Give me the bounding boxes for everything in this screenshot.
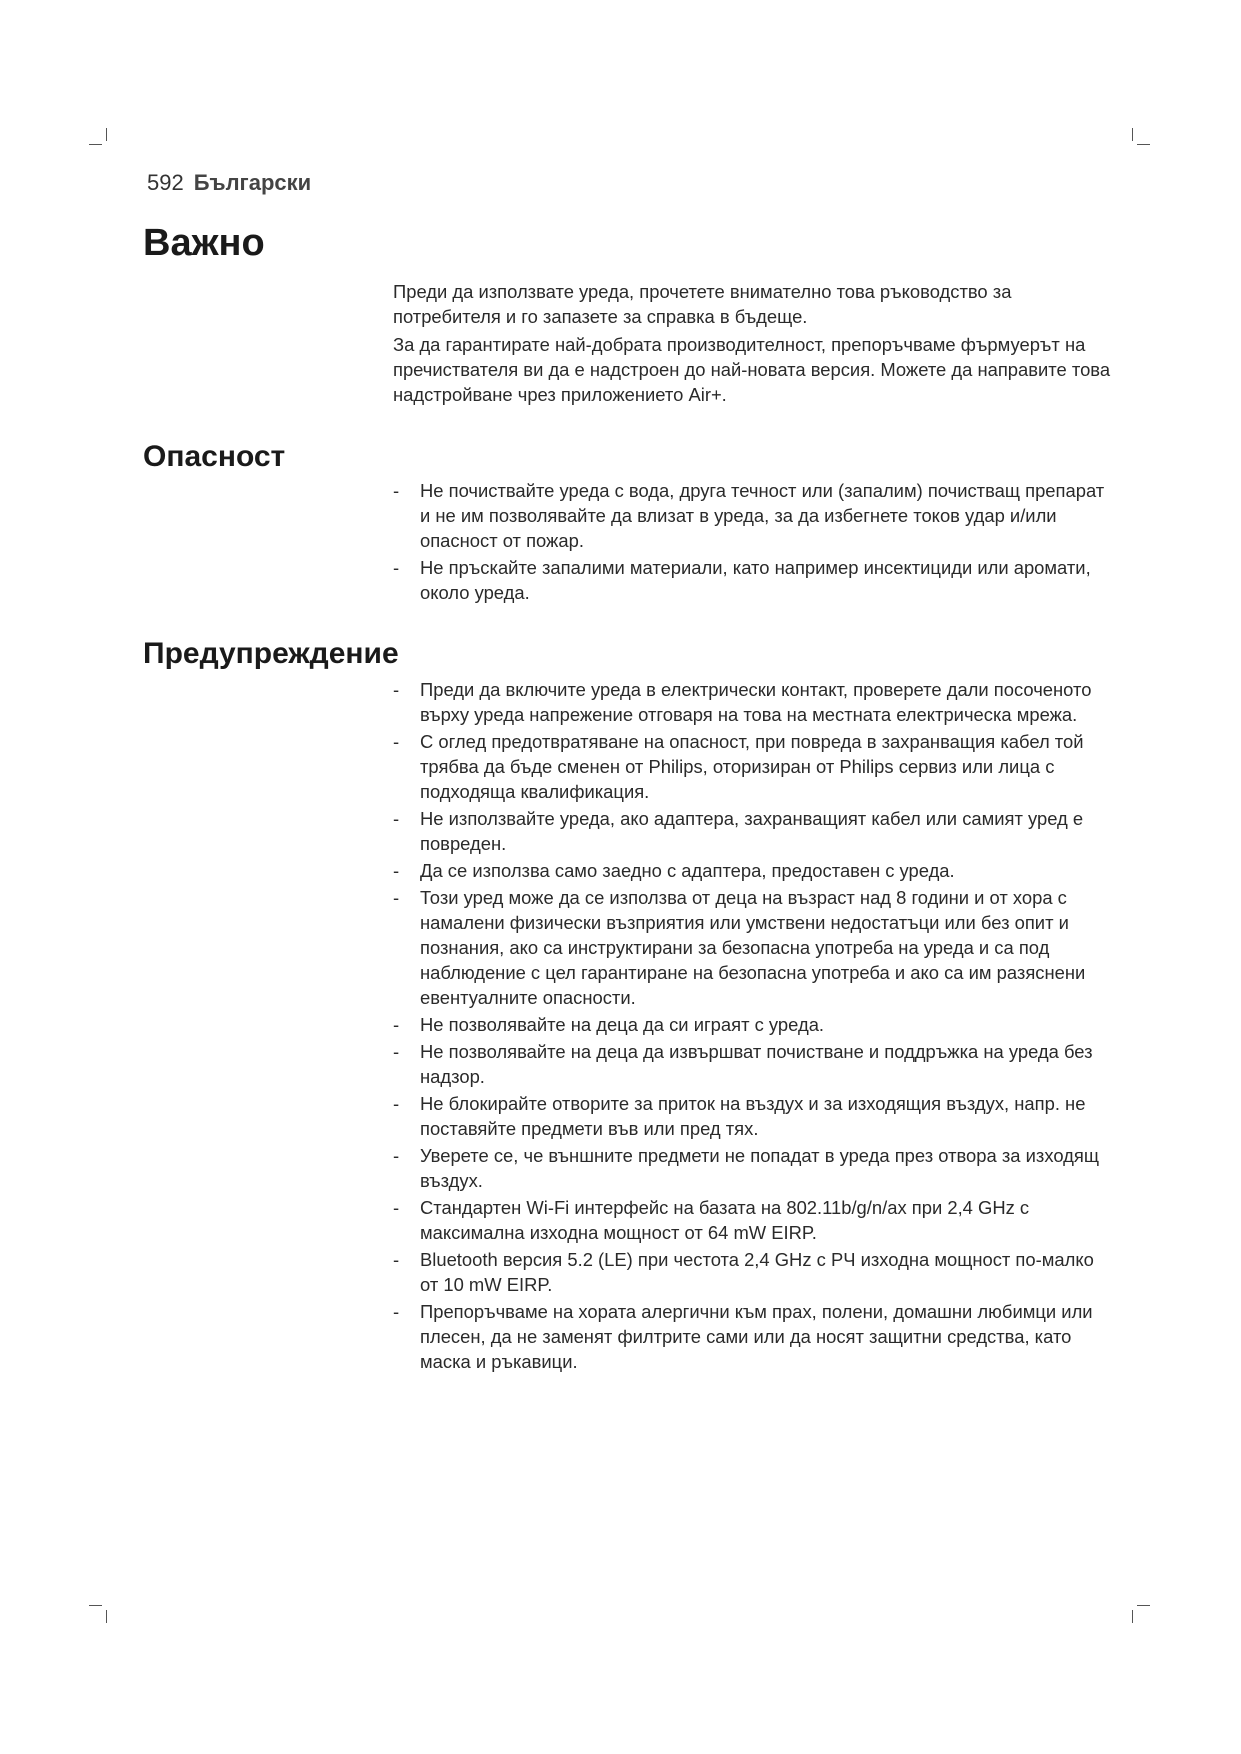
crop-mark-top-left-v (106, 128, 107, 141)
crop-mark-top-right-v (1132, 128, 1133, 141)
important-paragraph: Преди да използвате уреда, прочетете внимателно това ръководство за потребителя и го запазете за справка в бъдеще. (393, 281, 1012, 327)
list-item: - Препоръчваме на хората алергични към прах, полени, домашни любимци или плесен, да не заменят филтрите сами или да носят защитни средства, като маска и ръкавици. (393, 1299, 1113, 1374)
important-body (393, 279, 1113, 410)
list-item: - Преди да включите уреда в електрически контакт, проверете дали посоченото върху уреда напрежение отговаря на това на местната електрическа мрежа. (393, 677, 1113, 727)
list-item: - Стандартен Wi-Fi интерфейс на базата на 802.11b/g/n/ax при 2,4 GHz с максимална изходна мощност от 64 mW EIRP. (393, 1195, 1113, 1245)
important-paragraph: За да гарантирате най-добрата производителност, препоръчваме фърмуерът на пречиствателя ви да е надстроен до най-новата версия. Можете да направите това надстройване чрез приложението Air+. (393, 334, 1111, 405)
crop-mark-bottom-right-v (1132, 1610, 1133, 1623)
crop-mark-bottom-left-v (106, 1610, 107, 1623)
list-item: - С оглед предотвратяване на опасност, при повреда в захранващия кабел той трябва да бъде сменен от Philips, оторизиран от Philips сервиз или лица с подходяща квалификация. (393, 729, 1113, 804)
list-item: - Да се използва само заедно с адаптера, предоставен с уреда. (393, 858, 1113, 883)
warning-heading: Предупреждение (143, 637, 399, 670)
crop-mark-bottom-right-h (1137, 1605, 1150, 1606)
list-item: - Не пръскайте запалими материали, като например инсектициди или аромати, около уреда. (393, 555, 1113, 605)
list-item: - Не почиствайте уреда с вода, друга течност или (запалим) почистващ препарат и не им позволявайте да влизат в уреда, за да избегнете токов удар и/или опасност от пожар. (393, 478, 1113, 553)
list-item: - Не блокирайте отворите за приток на въздух и за изходящия въздух, напр. не поставяйте предмети във или пред тях. (393, 1091, 1113, 1141)
warning-body (393, 677, 1113, 1376)
danger-list (393, 478, 1113, 605)
list-item: - Не позволявайте на деца да си играят с уреда. (393, 1012, 1113, 1037)
crop-mark-bottom-left-h (89, 1605, 102, 1606)
list-item: - Уверете се, че външните предмети не попадат в уреда през отвора за изходящ въздух. (393, 1143, 1113, 1193)
list-item: - Този уред може да се използва от деца на възраст над 8 години и от хора с намалени физически възприятия или умствени недостатъци или без опит и познания, ако са инструктирани за безопасна употреба на уреда и са под наблюдение с цел гарантиране на безопасна употреба и ако са им разяснени евентуалните опасности. (393, 885, 1113, 1010)
language-label: Български (193, 170, 312, 195)
page-number: 592 (147, 170, 184, 195)
warning-list (393, 677, 1113, 1374)
list-item: - Bluetooth версия 5.2 (LE) при честота 2,4 GHz с РЧ изходна мощност по-малко от 10 mW EIRP. (393, 1247, 1113, 1297)
list-item: - Не използвайте уреда, ако адаптера, захранващият кабел или самият уред е повреден. (393, 806, 1113, 856)
danger-body (393, 478, 1113, 607)
list-item: - Не позволявайте на деца да извършват почистване и поддръжка на уреда без надзор. (393, 1039, 1113, 1089)
running-header (147, 170, 311, 196)
crop-mark-top-left-h (89, 144, 102, 145)
danger-heading: Опасност (143, 440, 286, 473)
important-heading: Важно (143, 222, 265, 264)
crop-mark-top-right-h (1137, 144, 1150, 145)
